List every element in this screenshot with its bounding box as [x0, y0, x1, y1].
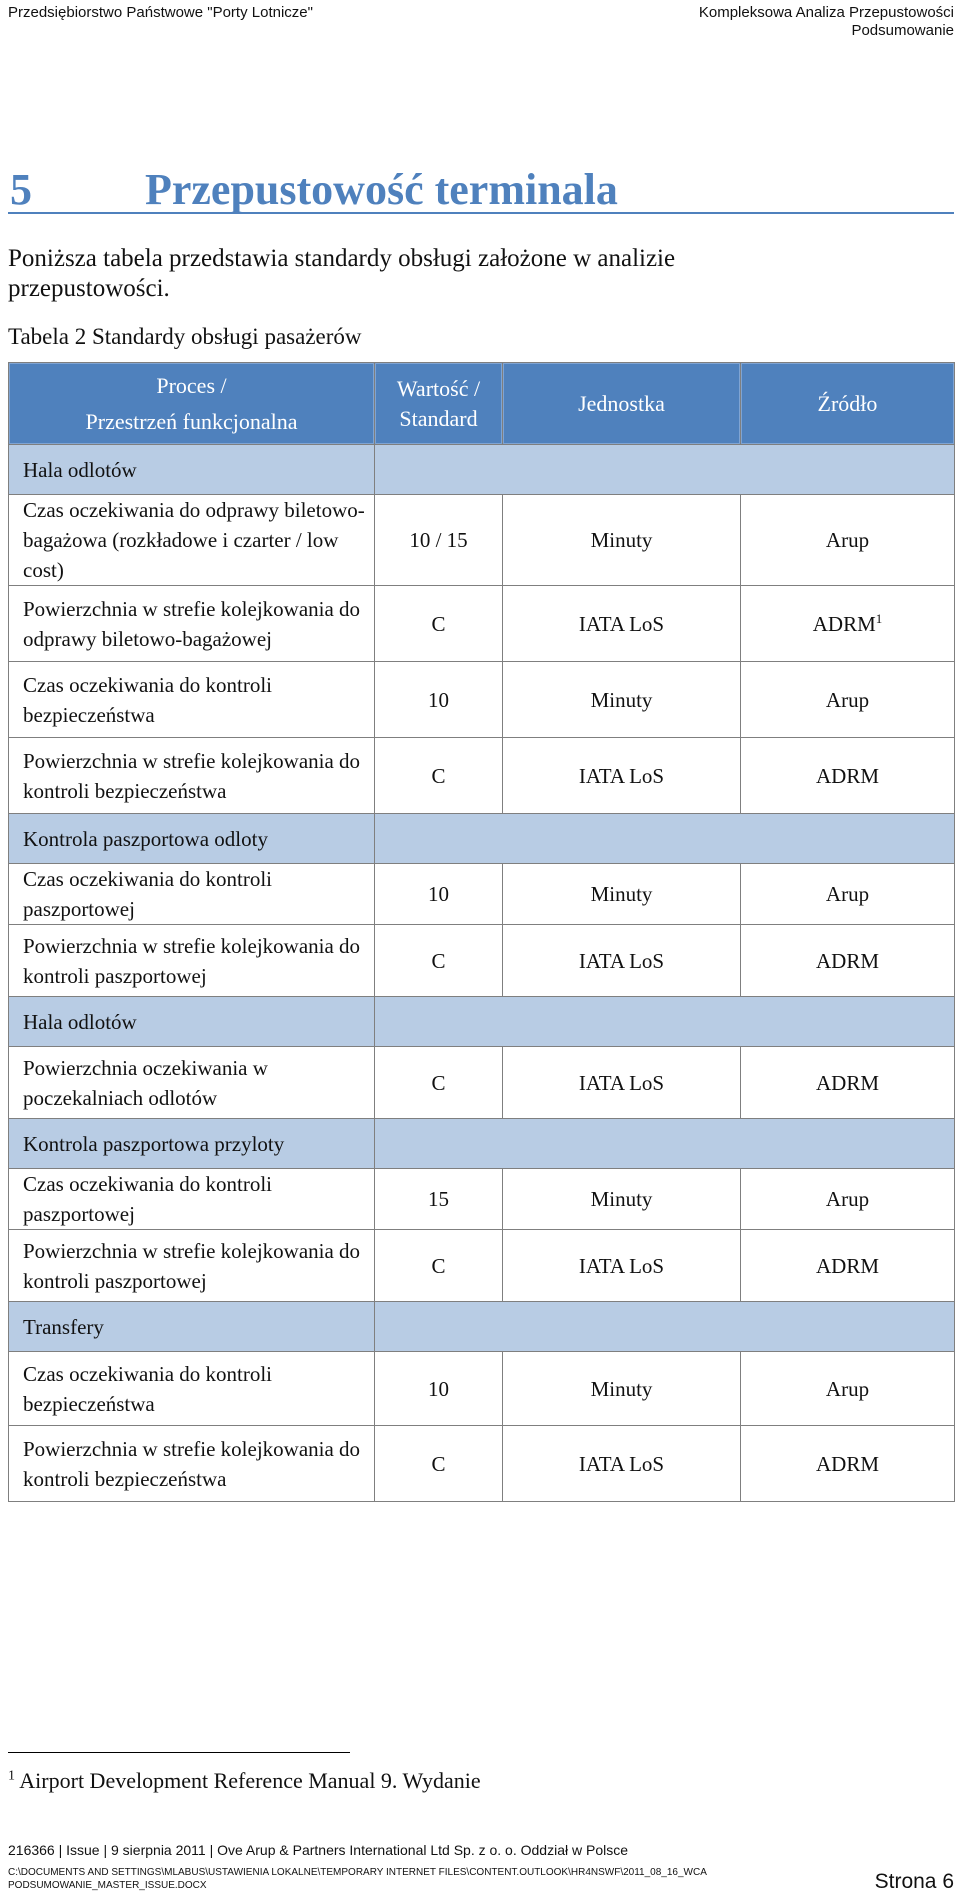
group-label: Kontrola paszportowa przyloty [9, 1119, 375, 1169]
group-fill [375, 445, 955, 495]
cell-process: Czas oczekiwania do kontroli bezpieczeństwa [9, 1352, 375, 1426]
cell-unit: IATA LoS [503, 738, 741, 814]
group-label: Hala odlotów [9, 445, 375, 495]
table-row [9, 738, 955, 814]
header-unit: Jednostka [503, 363, 741, 445]
table-row [9, 1230, 955, 1302]
table-row [9, 864, 955, 925]
cell-source: ADRM [741, 1230, 955, 1302]
table-group-row [9, 997, 955, 1047]
table-row [9, 495, 955, 586]
page-number: Strona 6 [874, 1870, 954, 1893]
cell-unit: Minuty [503, 1352, 741, 1426]
table-row [9, 1352, 955, 1426]
footer-issue-line: 216366 | Issue | 9 sierpnia 2011 | Ove Arup & Partners International Ltd Sp. z o. o. Oddział w Polsce [8, 1842, 629, 1858]
header-doc-title [699, 4, 954, 40]
section-number: 5 [10, 165, 32, 214]
header-value-line1: Wartość / [396, 375, 481, 401]
table-caption: Tabela 2 Standardy obsługi pasażerów [8, 324, 362, 349]
table-group-row [9, 814, 955, 864]
cell-unit: IATA LoS [503, 1426, 741, 1502]
cell-source-text: ADRM [812, 611, 876, 636]
cell-process: Czas oczekiwania do kontroli paszportowej [9, 1169, 375, 1230]
cell-source [741, 586, 955, 662]
header-process [9, 363, 375, 445]
cell-source: ADRM [741, 1426, 955, 1502]
cell-unit: Minuty [503, 1169, 741, 1230]
cell-unit: Minuty [503, 864, 741, 925]
header-value [375, 363, 503, 445]
cell-unit: Minuty [503, 495, 741, 586]
section-heading [8, 160, 954, 214]
footnote-mark: 1 [8, 1768, 15, 1784]
cell-process: Powierzchnia w strefie kolejkowania do kontroli bezpieczeństwa [9, 738, 375, 814]
header-doc-title-line2: Podsumowanie [851, 22, 954, 39]
table-row [9, 1426, 955, 1502]
table-group-row [9, 1302, 955, 1352]
header-process-line1: Proces / [156, 372, 227, 398]
header-org: Przedsiębiorstwo Państwowe "Porty Lotnicze" [8, 4, 313, 21]
cell-value: C [375, 925, 503, 997]
footer-file-path: C:\DOCUMENTS AND SETTINGS\MLABUS\USTAWIENIA LOKALNE\TEMPORARY INTERNET FILES\CONTENT.OUTLOOK\HR4NSWF\2011_08_16_WCA PODSUMOWANIE_MASTER_ISSUE.DOCX [8, 1867, 707, 1891]
cell-process: Powierzchnia w strefie kolejkowania do kontroli paszportowej [9, 1230, 375, 1302]
table-group-row [9, 445, 955, 495]
table-row [9, 586, 955, 662]
header-doc-title-line1: Kompleksowa Analiza Przepustowości [698, 4, 954, 21]
intro-paragraph: Poniższa tabela przedstawia standardy obsługi założone w analizie przepustowości. [8, 245, 676, 302]
footnote-separator [8, 1752, 350, 1753]
table-group-row [9, 1119, 955, 1169]
group-fill [375, 1302, 955, 1352]
footnote [8, 1768, 481, 1794]
cell-unit: IATA LoS [503, 1230, 741, 1302]
cell-value: 10 [375, 1352, 503, 1426]
footnote-ref: 1 [875, 610, 883, 626]
cell-source: Arup [741, 662, 955, 738]
cell-process: Powierzchnia w strefie kolejkowania do kontroli bezpieczeństwa [9, 1426, 375, 1502]
cell-unit: Minuty [503, 662, 741, 738]
cell-source: ADRM [741, 925, 955, 997]
cell-source: Arup [741, 864, 955, 925]
service-standards-table [8, 362, 955, 1502]
cell-value: C [375, 1426, 503, 1502]
cell-value: C [375, 1230, 503, 1302]
cell-value: C [375, 738, 503, 814]
header-process-line2: Przestrzeń funkcjonalna [85, 408, 298, 434]
section-title: Przepustowość terminala [145, 165, 618, 214]
group-fill [375, 1119, 955, 1169]
group-label: Hala odlotów [9, 997, 375, 1047]
cell-process: Powierzchnia w strefie kolejkowania do odprawy biletowo-bagażowej [9, 586, 375, 662]
group-fill [375, 814, 955, 864]
cell-process: Powierzchnia oczekiwania w poczekalniach odlotów [9, 1047, 375, 1119]
cell-value: 15 [375, 1169, 503, 1230]
cell-value: 10 / 15 [375, 495, 503, 586]
cell-process: Czas oczekiwania do kontroli bezpieczeństwa [9, 662, 375, 738]
cell-process: Czas oczekiwania do odprawy biletowo-bagażowa (rozkładowe i czarter / low cost) [9, 495, 375, 586]
cell-source: Arup [741, 1352, 955, 1426]
cell-process: Czas oczekiwania do kontroli paszportowej [9, 864, 375, 925]
header-source: Źródło [741, 363, 955, 445]
header-value-line2: Standard [399, 405, 478, 431]
cell-value: 10 [375, 662, 503, 738]
cell-unit: IATA LoS [503, 586, 741, 662]
cell-value: 10 [375, 864, 503, 925]
cell-process: Powierzchnia w strefie kolejkowania do kontroli paszportowej [9, 925, 375, 997]
table-header-row [9, 363, 955, 445]
cell-unit: IATA LoS [503, 925, 741, 997]
cell-source: ADRM [741, 738, 955, 814]
group-label: Kontrola paszportowa odloty [9, 814, 375, 864]
cell-source: Arup [741, 495, 955, 586]
table-row [9, 662, 955, 738]
cell-unit: IATA LoS [503, 1047, 741, 1119]
group-label: Transfery [9, 1302, 375, 1352]
group-fill [375, 997, 955, 1047]
cell-source: Arup [741, 1169, 955, 1230]
cell-value: C [375, 1047, 503, 1119]
cell-source: ADRM [741, 1047, 955, 1119]
cell-value: C [375, 586, 503, 662]
footnote-text: Airport Development Reference Manual 9. Wydanie [19, 1768, 481, 1793]
table-row [9, 925, 955, 997]
table-row [9, 1047, 955, 1119]
table-row [9, 1169, 955, 1230]
